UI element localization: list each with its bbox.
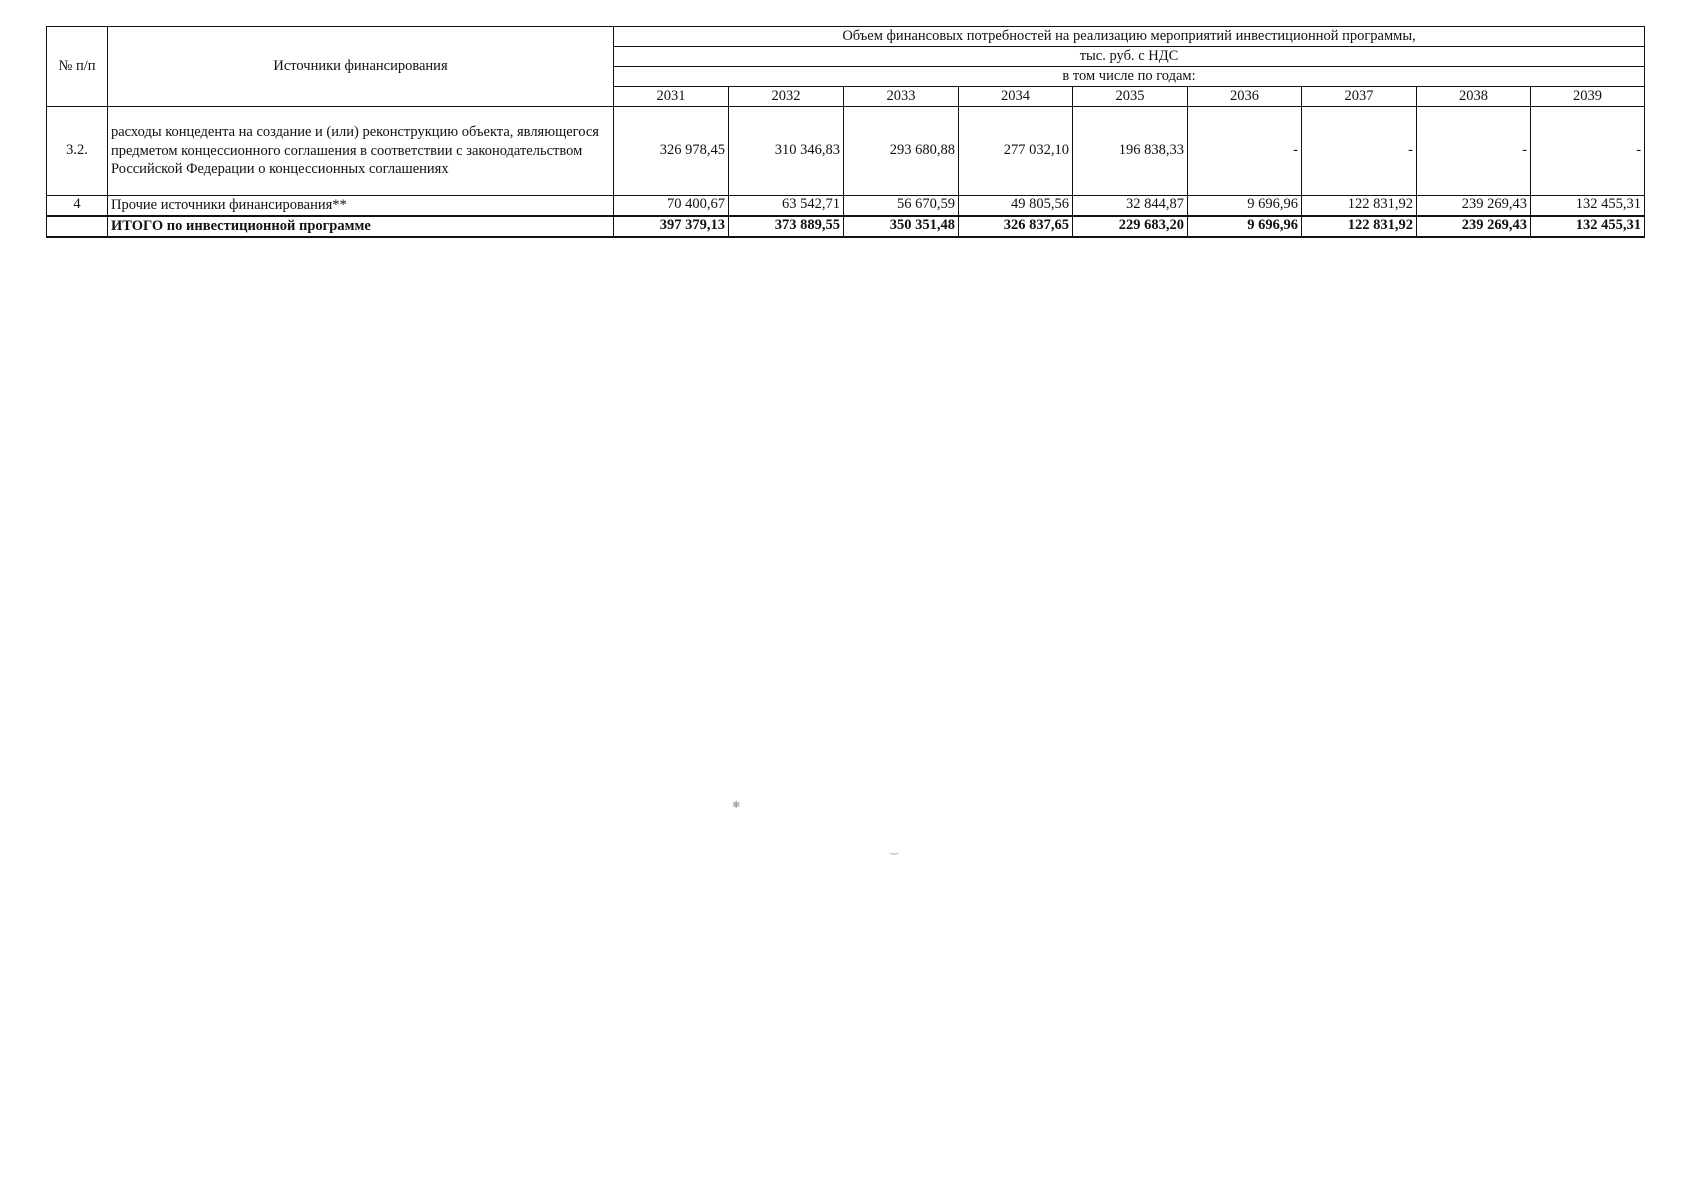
total-value-cell: 326 837,65 [959, 216, 1073, 237]
year-header: 2036 [1188, 87, 1302, 107]
scan-speck: ✱ [732, 800, 741, 811]
value-cell: - [1188, 107, 1302, 196]
value-cell: 132 455,31 [1531, 196, 1645, 216]
value-cell: 32 844,87 [1073, 196, 1188, 216]
value-cell: 122 831,92 [1302, 196, 1417, 216]
col-num-header: № п/п [47, 27, 108, 107]
financing-table [46, 26, 1645, 238]
value-cell: 196 838,33 [1073, 107, 1188, 196]
total-value-cell: 229 683,20 [1073, 216, 1188, 237]
year-header: 2032 [729, 87, 844, 107]
value-cell: 310 346,83 [729, 107, 844, 196]
table-row [47, 196, 1645, 216]
value-cell: 70 400,67 [614, 196, 729, 216]
year-header: 2039 [1531, 87, 1645, 107]
value-cell: - [1417, 107, 1531, 196]
year-header: 2031 [614, 87, 729, 107]
value-cell: 293 680,88 [844, 107, 959, 196]
value-cell: 239 269,43 [1417, 196, 1531, 216]
value-cell: 63 542,71 [729, 196, 844, 216]
year-header: 2035 [1073, 87, 1188, 107]
value-cell: - [1302, 107, 1417, 196]
year-header: 2033 [844, 87, 959, 107]
year-header: 2034 [959, 87, 1073, 107]
value-cell: 277 032,10 [959, 107, 1073, 196]
value-cell: 56 670,59 [844, 196, 959, 216]
scan-speck: ‿ [890, 844, 899, 855]
total-value-cell: 239 269,43 [1417, 216, 1531, 237]
row-num: 4 [47, 196, 108, 216]
value-cell: 49 805,56 [959, 196, 1073, 216]
row-source: расходы концедента на создание и (или) реконструкцию объекта, являющегося предметом концессионного соглашения в соответствии с законодательством Российской Федерации о концессионных соглашениях [108, 107, 614, 196]
value-cell: 326 978,45 [614, 107, 729, 196]
total-value-cell: 373 889,55 [729, 216, 844, 237]
by-years-label: в том числе по годам: [614, 67, 1645, 87]
header-row-title [47, 27, 1645, 47]
value-cell: 9 696,96 [1188, 196, 1302, 216]
total-value-cell: 9 696,96 [1188, 216, 1302, 237]
total-value-cell: 350 351,48 [844, 216, 959, 237]
col-source-header: Источники финансирования [108, 27, 614, 107]
total-row [47, 216, 1645, 237]
units-label: тыс. руб. с НДС [614, 47, 1645, 67]
total-label: ИТОГО по инвестиционной программе [108, 216, 614, 237]
total-value-cell: 397 379,13 [614, 216, 729, 237]
table-row [47, 107, 1645, 196]
year-header: 2037 [1302, 87, 1417, 107]
row-num: 3.2. [47, 107, 108, 196]
total-value-cell: 132 455,31 [1531, 216, 1645, 237]
row-source: Прочие источники финансирования** [108, 196, 614, 216]
year-header: 2038 [1417, 87, 1531, 107]
total-num [47, 216, 108, 237]
volume-title: Объем финансовых потребностей на реализацию мероприятий инвестиционной программы, [614, 27, 1645, 47]
total-value-cell: 122 831,92 [1302, 216, 1417, 237]
value-cell: - [1531, 107, 1645, 196]
